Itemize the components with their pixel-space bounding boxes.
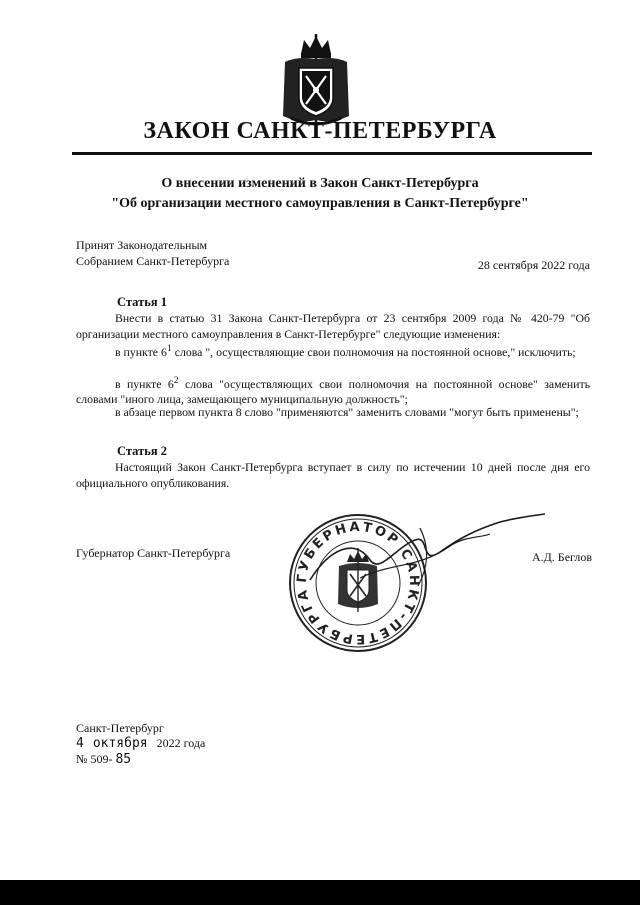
article-2-heading: Статья 2 <box>117 444 167 458</box>
accepted-by-line-2: Собранием Санкт-Петербурга <box>76 254 230 268</box>
governor-name: А.Д. Беглов <box>531 550 592 564</box>
article-1-paragraph-3-text-end: слова "осуществляющих свои полномочия на постоянной основе" заменить словами "иного лица, замещающего муниципальную должность"; <box>76 376 591 407</box>
article-1-paragraph-4: в абзаце первом пункта 8 слово "применяются" заменить словами "могут быть применены"; <box>115 405 579 419</box>
law-number <box>76 752 131 767</box>
article-1-heading: Статья 1 <box>117 295 167 309</box>
article-1-paragraph-2-text-end: слова ", осуществляющие свои полномочия на постоянной основе," исключить; <box>171 344 576 359</box>
adoption-date: 28 сентября 2022 года <box>477 258 590 272</box>
law-title: ЗАКОН САНКТ-ПЕТЕРБУРГА <box>143 118 497 144</box>
article-1-paragraph-2-superscript: 1 <box>166 343 172 354</box>
accepted-by-line-1: Принят Законодательным <box>76 238 208 252</box>
signing-day: 4 <box>76 736 84 751</box>
coat-of-arms-icon <box>277 32 355 130</box>
article-1-paragraph-3-superscript: 2 <box>173 375 179 386</box>
article-1-paragraph-2-text-start: в пункте 6 <box>115 344 167 359</box>
signing-year: 2022 года <box>156 736 206 750</box>
article-1-paragraph-3 <box>76 373 590 408</box>
law-subtitle-line-1: О внесении изменений в Закон Санкт-Петербурга <box>161 176 479 191</box>
signing-month: октября <box>92 736 148 751</box>
governor-title: Губернатор Санкт-Петербурга <box>76 546 231 560</box>
article-1-paragraph-3-text-start: в пункте 6 <box>115 376 174 391</box>
law-subtitle-line-2: "Об организации местного самоуправления в Санкт-Петербурге" <box>111 196 529 211</box>
seal-text: ГУБЕРНАТОР САНКТ-ПЕТЕРБУРГА <box>294 519 422 647</box>
article-1-paragraph-1: Внести в статью 31 Закона Санкт-Петербурга от 23 сентября 2009 года № 420-79 "Об организации местного самоуправления в Санкт-Петербурге" следующие изменения: <box>76 311 590 341</box>
signing-city: Санкт-Петербург <box>76 721 164 735</box>
title-divider <box>72 152 592 155</box>
article-2-paragraph-1: Настоящий Закон Санкт-Петербурга вступает в силу по истечении 10 дней после дня его официального опубликования. <box>76 460 590 490</box>
signing-date <box>76 736 205 751</box>
article-1-paragraph-2 <box>76 341 590 360</box>
law-number-handwritten: 85 <box>115 752 132 767</box>
scan-bottom-border <box>0 880 640 905</box>
law-number-prefix: № 509- <box>76 752 113 766</box>
